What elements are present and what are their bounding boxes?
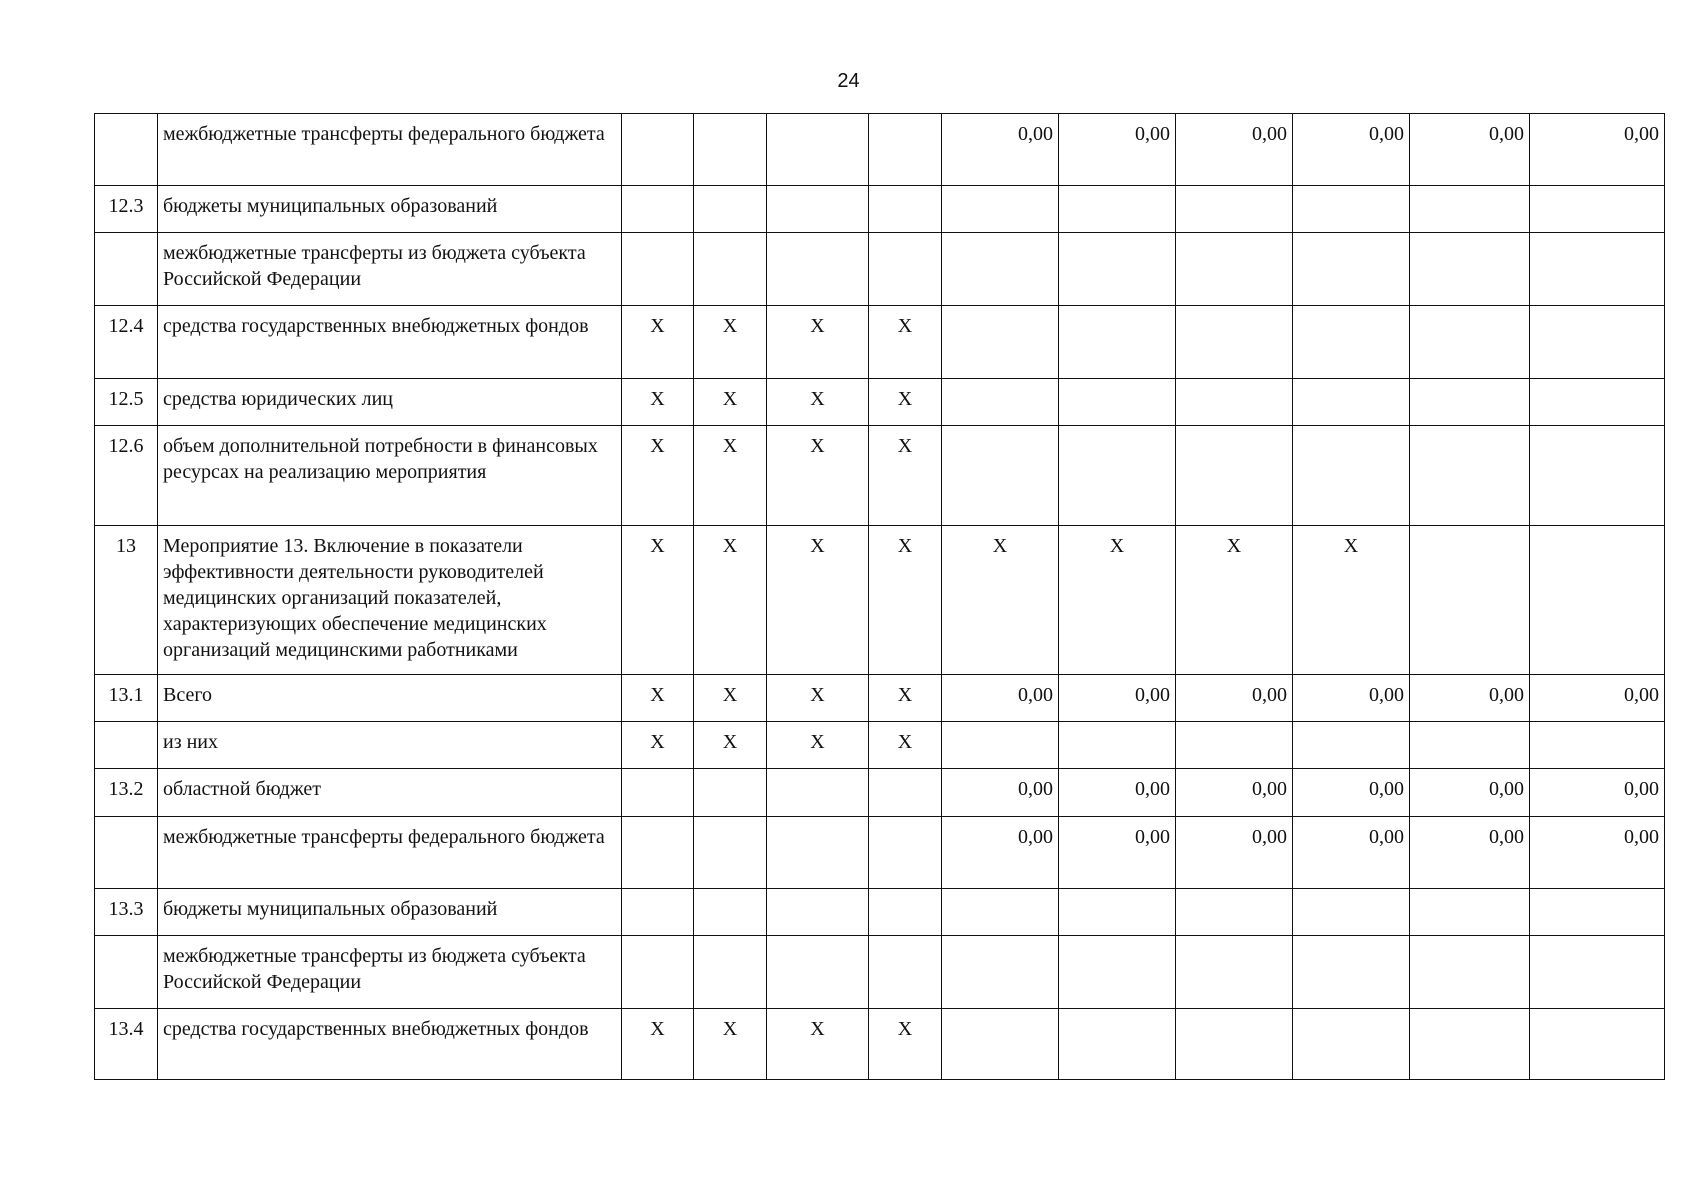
value-cell: X — [767, 722, 869, 769]
value-cell — [1293, 426, 1410, 526]
row-number-cell: 13.2 — [95, 769, 158, 817]
value-cell — [1410, 426, 1530, 526]
value-cell: X — [694, 1009, 767, 1080]
value-cell: X — [942, 526, 1059, 675]
row-number-cell: 13.1 — [95, 675, 158, 722]
value-cell: X — [869, 722, 942, 769]
row-description-cell: средства государственных внебюджетных фондов — [158, 1009, 622, 1080]
value-cell: 0,00 — [1293, 769, 1410, 817]
value-cell: X — [767, 675, 869, 722]
row-description-cell: межбюджетные трансферты из бюджета субъекта Российской Федерации — [158, 233, 622, 306]
table-row — [95, 379, 1665, 426]
value-cell: X — [869, 526, 942, 675]
value-cell: 0,00 — [1059, 675, 1176, 722]
value-cell — [767, 769, 869, 817]
value-cell — [942, 936, 1059, 1009]
value-cell: X — [1293, 526, 1410, 675]
row-description-cell: межбюджетные трансферты из бюджета субъекта Российской Федерации — [158, 936, 622, 1009]
value-cell: 0,00 — [1410, 817, 1530, 889]
value-cell — [767, 114, 869, 186]
value-cell: 0,00 — [1530, 114, 1665, 186]
value-cell: 0,00 — [1410, 769, 1530, 817]
value-cell — [1530, 1009, 1665, 1080]
value-cell — [1293, 936, 1410, 1009]
row-number-cell — [95, 817, 158, 889]
table-row — [95, 306, 1665, 379]
value-cell: X — [694, 675, 767, 722]
value-cell — [942, 426, 1059, 526]
row-number-cell — [95, 114, 158, 186]
value-cell — [767, 186, 869, 233]
table-row — [95, 1009, 1665, 1080]
value-cell — [622, 936, 694, 1009]
table-row — [95, 426, 1665, 526]
value-cell — [694, 769, 767, 817]
value-cell — [1293, 233, 1410, 306]
financing-table — [94, 113, 1665, 1080]
value-cell — [1293, 306, 1410, 379]
value-cell — [1176, 936, 1293, 1009]
value-cell — [942, 186, 1059, 233]
table-row — [95, 817, 1665, 889]
row-number-cell: 13.3 — [95, 889, 158, 936]
value-cell — [694, 889, 767, 936]
value-cell: 0,00 — [1530, 675, 1665, 722]
row-description-cell: средства юридических лиц — [158, 379, 622, 426]
row-number-cell: 12.3 — [95, 186, 158, 233]
value-cell — [1059, 426, 1176, 526]
value-cell: X — [622, 379, 694, 426]
value-cell: 0,00 — [1410, 675, 1530, 722]
value-cell — [1410, 233, 1530, 306]
value-cell — [1176, 186, 1293, 233]
value-cell — [869, 233, 942, 306]
value-cell — [694, 114, 767, 186]
value-cell: 0,00 — [1059, 769, 1176, 817]
value-cell — [869, 186, 942, 233]
value-cell — [1410, 526, 1530, 675]
value-cell: 0,00 — [1176, 769, 1293, 817]
value-cell — [1059, 1009, 1176, 1080]
value-cell — [1176, 379, 1293, 426]
value-cell — [1059, 889, 1176, 936]
value-cell — [1410, 186, 1530, 233]
value-cell — [1410, 722, 1530, 769]
value-cell — [1176, 306, 1293, 379]
table-body — [95, 114, 1665, 1080]
value-cell — [1530, 526, 1665, 675]
value-cell: X — [869, 306, 942, 379]
value-cell: 0,00 — [1410, 114, 1530, 186]
value-cell — [1176, 233, 1293, 306]
value-cell — [1410, 379, 1530, 426]
value-cell — [942, 1009, 1059, 1080]
table-row — [95, 936, 1665, 1009]
value-cell: X — [767, 1009, 869, 1080]
value-cell — [694, 233, 767, 306]
value-cell — [869, 769, 942, 817]
value-cell — [622, 114, 694, 186]
value-cell: X — [869, 379, 942, 426]
value-cell — [942, 889, 1059, 936]
value-cell: 0,00 — [942, 817, 1059, 889]
value-cell: X — [767, 526, 869, 675]
value-cell — [1176, 889, 1293, 936]
value-cell — [1530, 379, 1665, 426]
value-cell: 0,00 — [1059, 114, 1176, 186]
value-cell — [869, 889, 942, 936]
value-cell: X — [622, 722, 694, 769]
value-cell — [1293, 889, 1410, 936]
value-cell — [942, 722, 1059, 769]
row-description-cell: межбюджетные трансферты федерального бюджета — [158, 114, 622, 186]
value-cell — [942, 379, 1059, 426]
value-cell — [1293, 186, 1410, 233]
value-cell — [622, 186, 694, 233]
value-cell: X — [694, 722, 767, 769]
value-cell — [1293, 1009, 1410, 1080]
value-cell: 0,00 — [1293, 114, 1410, 186]
value-cell — [1530, 936, 1665, 1009]
value-cell — [1059, 233, 1176, 306]
row-description-cell: Всего — [158, 675, 622, 722]
row-description-cell: областной бюджет — [158, 769, 622, 817]
value-cell: X — [694, 306, 767, 379]
table-row — [95, 114, 1665, 186]
value-cell: X — [694, 426, 767, 526]
value-cell — [694, 817, 767, 889]
value-cell — [622, 233, 694, 306]
table-row — [95, 889, 1665, 936]
value-cell — [1059, 186, 1176, 233]
row-number-cell: 12.5 — [95, 379, 158, 426]
value-cell — [942, 233, 1059, 306]
value-cell — [1059, 379, 1176, 426]
value-cell — [767, 233, 869, 306]
value-cell: 0,00 — [1530, 769, 1665, 817]
value-cell: 0,00 — [1059, 817, 1176, 889]
row-number-cell — [95, 233, 158, 306]
value-cell — [622, 769, 694, 817]
row-description-cell: бюджеты муниципальных образований — [158, 186, 622, 233]
value-cell — [694, 936, 767, 1009]
row-number-cell — [95, 936, 158, 1009]
row-description-cell: объем дополнительной потребности в финансовых ресурсах на реализацию мероприятия — [158, 426, 622, 526]
table-row — [95, 186, 1665, 233]
value-cell: X — [622, 526, 694, 675]
table-row — [95, 526, 1665, 675]
page-number: 24 — [837, 70, 860, 92]
value-cell — [1176, 426, 1293, 526]
row-number-cell: 13.4 — [95, 1009, 158, 1080]
row-number-cell: 13 — [95, 526, 158, 675]
row-description-cell: из них — [158, 722, 622, 769]
table-row — [95, 769, 1665, 817]
value-cell — [1059, 306, 1176, 379]
value-cell — [767, 817, 869, 889]
value-cell: 0,00 — [1293, 675, 1410, 722]
value-cell — [869, 114, 942, 186]
value-cell — [1059, 936, 1176, 1009]
value-cell — [1410, 936, 1530, 1009]
table-row — [95, 233, 1665, 306]
value-cell — [1530, 426, 1665, 526]
table-row — [95, 675, 1665, 722]
value-cell — [942, 306, 1059, 379]
row-description-cell: межбюджетные трансферты федерального бюджета — [158, 817, 622, 889]
value-cell: X — [1059, 526, 1176, 675]
value-cell — [1059, 722, 1176, 769]
value-cell: X — [767, 426, 869, 526]
value-cell — [869, 936, 942, 1009]
value-cell: X — [622, 675, 694, 722]
row-number-cell: 12.6 — [95, 426, 158, 526]
value-cell — [767, 936, 869, 1009]
row-number-cell: 12.4 — [95, 306, 158, 379]
value-cell: X — [869, 426, 942, 526]
value-cell — [1530, 233, 1665, 306]
value-cell: X — [622, 1009, 694, 1080]
value-cell: 0,00 — [1293, 817, 1410, 889]
value-cell — [767, 889, 869, 936]
value-cell — [1410, 1009, 1530, 1080]
value-cell: X — [869, 675, 942, 722]
row-description-cell: Мероприятие 13. Включение в показатели эффективности деятельности руководителей медицинских организаций показателей, характеризующих обеспечение медицинских организаций медицинскими работниками — [158, 526, 622, 675]
value-cell — [1176, 1009, 1293, 1080]
value-cell — [1530, 186, 1665, 233]
value-cell: X — [767, 379, 869, 426]
row-description-cell: средства государственных внебюджетных фондов — [158, 306, 622, 379]
value-cell: X — [869, 1009, 942, 1080]
value-cell: X — [622, 426, 694, 526]
value-cell: 0,00 — [1176, 817, 1293, 889]
value-cell: 0,00 — [942, 769, 1059, 817]
value-cell: 0,00 — [942, 675, 1059, 722]
value-cell — [622, 817, 694, 889]
value-cell — [1530, 306, 1665, 379]
value-cell — [1293, 722, 1410, 769]
row-number-cell — [95, 722, 158, 769]
value-cell — [1530, 722, 1665, 769]
value-cell: 0,00 — [1176, 675, 1293, 722]
table-row — [95, 722, 1665, 769]
value-cell — [1410, 306, 1530, 379]
value-cell — [1176, 722, 1293, 769]
value-cell: 0,00 — [1530, 817, 1665, 889]
value-cell — [1293, 379, 1410, 426]
value-cell: X — [694, 526, 767, 675]
value-cell: X — [1176, 526, 1293, 675]
value-cell: 0,00 — [1176, 114, 1293, 186]
value-cell: X — [694, 379, 767, 426]
value-cell — [1410, 889, 1530, 936]
value-cell: X — [622, 306, 694, 379]
value-cell — [622, 889, 694, 936]
value-cell — [694, 186, 767, 233]
value-cell: X — [767, 306, 869, 379]
value-cell: 0,00 — [942, 114, 1059, 186]
value-cell — [1530, 889, 1665, 936]
row-description-cell: бюджеты муниципальных образований — [158, 889, 622, 936]
value-cell — [869, 817, 942, 889]
